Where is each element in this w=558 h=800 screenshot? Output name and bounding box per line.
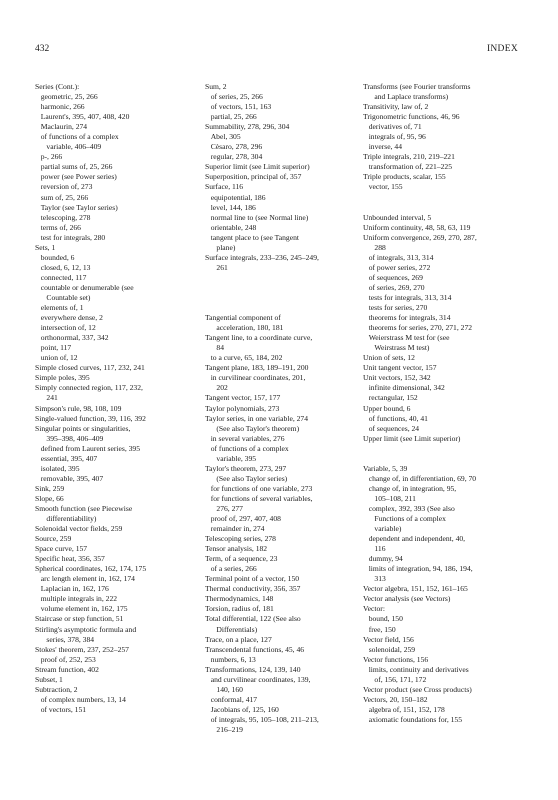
index-entry: dependent and independent, 40, [363,534,466,544]
index-entry: variable, 395 [205,453,257,463]
index-entry: 105–108, 211 [363,493,416,503]
index-entry: power (see Power series) [35,172,117,182]
index-entry: tests for integrals, 313, 314 [363,292,452,302]
index-entry: of complex numbers, 13, 14 [35,694,126,704]
index-entry: Source, 259 [35,534,72,544]
index-entry: Simple poles, 395 [35,373,90,383]
index-entry: limits of integration, 94, 186, 194, [363,564,473,574]
index-column-3 [363,82,528,725]
index-entry: Laplacian in, 162, 176 [35,584,109,594]
index-column-1 [35,82,195,715]
index-entry: partial, 25, 266 [205,112,257,122]
index-entry: of series, 269, 270 [363,282,425,292]
index-entry: Laurent's, 395, 407, 408, 420 [35,112,130,122]
index-entry: Vector functions, 156 [363,654,429,664]
index-entry: 288 [363,242,386,252]
index-entry: series, 378, 384 [35,634,95,644]
index-entry: algebra of, 151, 152, 178 [363,704,445,714]
index-entry: Vector algebra, 151, 152, 161–165 [363,584,468,594]
index-entry: Spherical coordinates, 162, 174, 175 [35,564,147,574]
index-entry: Sink, 259 [35,483,65,493]
index-entry: Surface integrals, 233–236, 245–249, [205,252,319,262]
index-entry: limits, continuity and derivatives [363,664,469,674]
index-entry: for functions of one variable, 273 [205,483,313,493]
index-entry: connected, 117 [35,272,87,282]
index-entry: Singular points or singularities, [35,423,131,433]
index-entry: equipotential, 186 [205,192,266,202]
index-entry: closed, 6, 12, 13 [35,262,91,272]
index-entry: Unbounded interval, 5 [363,212,432,222]
index-entry: of, 156, 171, 172 [363,674,427,684]
index-entry: everywhere dense, 2 [35,313,103,323]
index-entry: Transitivity, law of, 2 [363,102,429,112]
index-entry: orientable, 248 [205,222,257,232]
index-entry: orthonormal, 337, 342 [35,333,109,343]
index-entry: 276, 277 [205,503,243,513]
index-entry: Transformations, 124, 139, 140 [205,664,301,674]
index-entry: Slope, 66 [35,493,64,503]
index-entry: p-, 266 [35,152,63,162]
index-entry: inverse, 44 [363,142,403,152]
running-head: INDEX [486,44,518,54]
index-gap [205,273,355,283]
index-entry: to a curve, 65, 184, 202 [205,353,283,363]
index-entry: regular, 278, 304 [205,152,263,162]
index-entry: point, 117 [35,343,72,353]
index-entry: rectangular, 152 [363,393,418,403]
index-entry: proof of, 252, 253 [35,654,96,664]
index-entry: free, 150 [363,624,396,634]
index-entry: bound, 150 [363,614,403,624]
index-entry: sum of, 25, 266 [35,192,89,202]
index-entry: of series, 25, 266 [205,92,263,102]
index-entry: Vector product (see Cross products) [363,684,472,694]
index-entry: Thermal conductivity, 356, 357 [205,584,301,594]
index-entry: Upper limit (see Limit superior) [363,433,461,443]
index-entry: Vector field, 156 [363,634,414,644]
index-entry: Tangent vector, 157, 177 [205,393,281,403]
index-entry: normal line to (see Normal line) [205,212,309,222]
index-gap [363,193,528,203]
index-entry: volume element in, 162, 175 [35,604,128,614]
index-entry: Term, of a sequence, 23 [205,554,278,564]
index-entry: Vector: [363,604,385,614]
index-entry: elements of, 1 [35,303,84,313]
index-gap [205,283,355,293]
index-entry: theorems for integrals, 314 [363,313,451,323]
index-entry: Trace, on a place, 127 [205,634,272,644]
index-gap [205,293,355,303]
index-entry: Countable set) [35,292,91,302]
index-entry: of vectors, 151 [35,704,87,714]
index-entry: 261 [205,262,228,272]
index-entry: Telescoping series, 278 [205,534,276,544]
index-entry: for functions of several variables, [205,493,313,503]
index-column-2 [205,82,355,735]
index-entry: plane) [205,242,236,252]
index-entry: of a series, 266 [205,564,257,574]
index-entry: Taylor's theorem, 273, 297 [205,463,287,473]
index-entry: Unit tangent vector, 157 [363,363,437,373]
index-entry: Taylor polynomials, 273 [205,403,280,413]
index-entry: axiomatic foundations for, 155 [363,714,463,724]
index-entry: 140, 160 [205,684,243,694]
index-entry: Transcendental functions, 45, 46 [205,644,305,654]
index-entry: Summability, 278, 296, 304 [205,122,290,132]
index-entry: Superior limit (see Limit superior) [205,162,310,172]
index-entry: terms of, 266 [35,222,81,232]
index-entry: Sets, 1 [35,242,56,252]
index-entry: Smooth function (see Piecewise [35,503,133,513]
index-entry: Maclaurin, 274 [35,122,88,132]
index-entry: Torsion, radius of, 181 [205,604,274,614]
index-entry: change of, in differentiation, 69, 70 [363,473,477,483]
index-entry: multiple integrals in, 222 [35,594,118,604]
index-entry: Weirstrass M test) [363,343,430,353]
index-entry: and curvilinear coordinates, 139, [205,674,311,684]
index-gap [363,454,528,464]
index-entry: Terminal point of a vector, 150 [205,574,300,584]
index-entry: defined from Laurent series, 395 [35,443,141,453]
index-entry: in several variables, 276 [205,433,285,443]
index-entry: Simpson's rule, 98, 108, 109 [35,403,122,413]
index-entry: Staircase or step function, 51 [35,614,124,624]
index-entry: 216–219 [205,725,243,734]
index-entry: of sequences, 24 [363,423,420,433]
index-entry: acceleration, 180, 181 [205,323,284,333]
index-entry: Specific heat, 356, 357 [35,554,105,564]
index-entry: arc length element in, 162, 174 [35,574,135,584]
index-entry: Transforms (see Fourier transforms [363,82,471,91]
index-entry: of power series, 272 [363,262,431,272]
index-entry: essential, 395, 407 [35,453,98,463]
index-entry: Single-valued function, 39, 116, 392 [35,413,146,423]
index-entry: vector, 155 [363,182,403,192]
index-entry: in curvilinear coordinates, 201, [205,373,306,383]
index-gap [363,203,528,213]
index-entry: differentiability) [35,514,97,524]
index-entry: Cèsaro, 278, 296 [205,142,263,152]
index-entry: Trigonometric functions, 46, 96 [363,112,460,122]
index-entry: numbers, 6, 13 [205,654,256,664]
index-entry: 241 [35,393,58,403]
index-entry: (See also Taylor's theorem) [205,423,300,433]
index-entry: Unit vectors, 152, 342 [363,373,431,383]
index-entry: test for integrals, 280 [35,232,106,242]
index-entry: Tangent line, to a coordinate curve, [205,333,313,343]
index-entry: Tensor analysis, 182 [205,544,268,554]
index-entry: 116 [363,544,386,554]
index-entry: countable or denumerable (see [35,282,134,292]
index-entry: partial sums of, 25, 266 [35,162,113,172]
index-entry: Stirling's asymptotic formula and [35,624,137,634]
index-entry: harmonic, 266 [35,102,85,112]
index-entry: Taylor series, in one variable, 274 [205,413,309,423]
index-entry: and Laplace transforms) [363,92,449,102]
index-entry: Differentials) [205,624,258,634]
index-entry: Abel, 305 [205,132,241,142]
index-entry: bounded, 6 [35,252,75,262]
index-entry: Stokes' theorem, 237, 252–257 [35,644,129,654]
index-entry: Uniform continuity, 48, 58, 63, 119 [363,222,471,232]
index-entry: Union of sets, 12 [363,353,415,363]
index-entry: Sum, 2 [205,82,227,91]
index-entry: Taylor (see Taylor series) [35,202,118,212]
index-entry: of functions of a complex [35,132,119,142]
index-entry: union of, 12 [35,353,78,363]
index-gap [205,303,355,313]
index-entry: Variable, 5, 39 [363,463,408,473]
index-entry: Weierstrass M test for (see [363,333,450,343]
index-entry: solenoidal, 259 [363,644,416,654]
index-entry: Functions of a complex [363,514,446,524]
index-entry: Surface, 116 [205,182,244,192]
index-entry: 395–398, 406–409 [35,433,104,443]
index-entry: Subtraction, 2 [35,684,78,694]
page-number: 432 [35,44,50,54]
index-entry: intersection of, 12 [35,323,96,333]
index-entry: theorems for series, 270, 271, 272 [363,323,473,333]
index-entry: conformal, 417 [205,694,258,704]
index-gap [363,444,528,454]
index-entry: of functions, 40, 41 [363,413,428,423]
index-entry: isolated, 395 [35,463,80,473]
index-entry: infinite dimensional, 342 [363,383,445,393]
page-header [35,44,518,58]
index-entry: remainder in, 274 [205,524,265,534]
index-entry: Jacobians of, 125, 160 [205,704,279,714]
index-entry: derivatives of, 71 [363,122,422,132]
index-entry: proof of, 297, 407, 408 [205,514,281,524]
index-entry: Simple closed curves, 117, 232, 241 [35,363,145,373]
index-entry: reversion of, 273 [35,182,93,192]
index-entry: of vectors, 151, 163 [205,102,272,112]
index-entry: transformation of, 221–225 [363,162,453,172]
index-entry: variable, 406–409 [35,142,102,152]
index-entry: variable) [363,524,402,534]
index-entry: Triple products, scalar, 155 [363,172,446,182]
index-entry: Stream function, 402 [35,664,99,674]
index-entry: telescoping, 278 [35,212,91,222]
index-entry: Vectors, 20, 150–182 [363,694,428,704]
index-entry: (See also Taylor series) [205,473,288,483]
index-entry: Solenoidal vector fields, 259 [35,524,123,534]
index-entry: Upper bound, 6 [363,403,411,413]
index-entry: Tangent plane, 183, 189–191, 200 [205,363,309,373]
index-entry: Simply connected region, 117, 232, [35,383,143,393]
index-entry: change of, in integration, 95, [363,483,457,493]
index-entry: tests for series, 270 [363,303,428,313]
index-entry: Total differential, 122 (See also [205,614,301,624]
index-entry: Thermodynamics, 148 [205,594,274,604]
index-entry: tangent place to (see Tangent [205,232,300,242]
index-entry: dummy, 94 [363,554,403,564]
index-entry: of sequences, 269 [363,272,423,282]
index-entry: Superposition, principal of, 357 [205,172,302,182]
index-entry: Subset, 1 [35,674,63,684]
index-entry: integrals of, 95, 96 [363,132,426,142]
index-entry: Triple integrals, 210, 219–221 [363,152,455,162]
index-entry: removable, 395, 407 [35,473,104,483]
index-entry: Space curve, 157 [35,544,88,554]
index-entry: 84 [205,343,224,353]
index-entry: level, 144, 186 [205,202,256,212]
index-entry: Tangential component of [205,313,281,323]
index-entry: 313 [363,574,386,584]
index-entry: 202 [205,383,228,393]
index-entry: of functions of a complex [205,443,289,453]
index-entry: Vector analysis (see Vectors) [363,594,451,604]
index-entry: of integrals, 95, 105–108, 211–213, [205,714,319,724]
index-entry: Uniform convergence, 269, 270, 287, [363,232,477,242]
index-entry: Series (Cont.): [35,82,80,91]
index-entry: geometric, 25, 266 [35,92,98,102]
index-entry: of integrals, 313, 314 [363,252,434,262]
index-entry: complex, 392, 393 (See also [363,503,455,513]
